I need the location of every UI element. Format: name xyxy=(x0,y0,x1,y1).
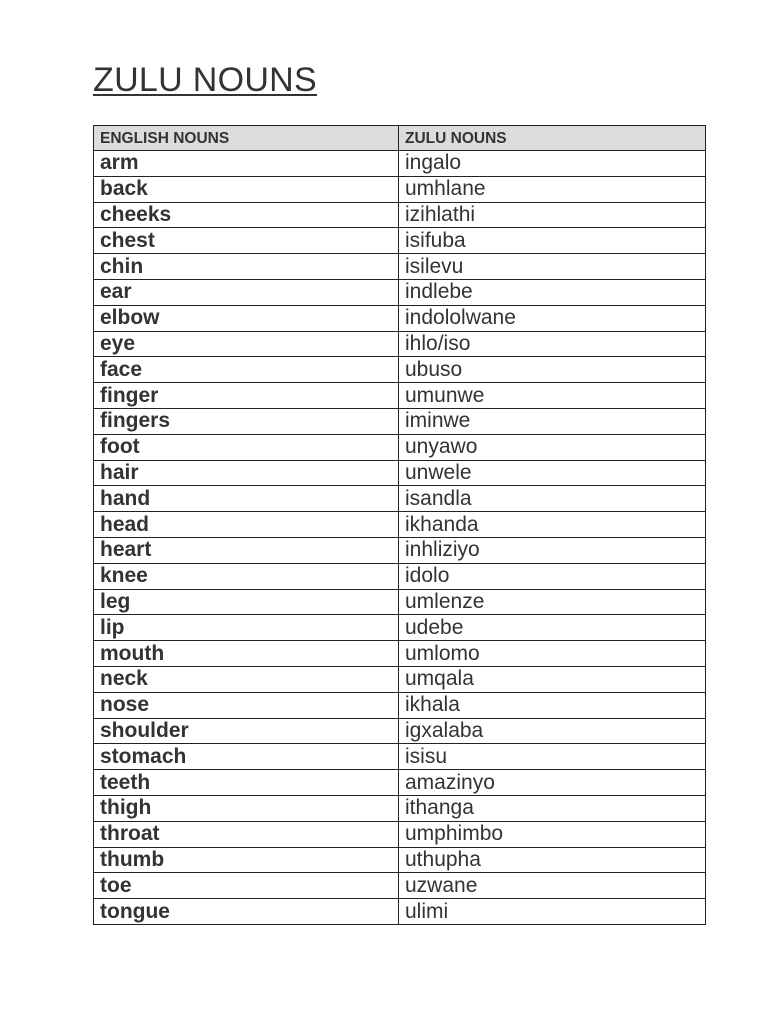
zulu-noun-cell: igxalaba xyxy=(399,718,706,744)
english-noun-cell: lip xyxy=(94,615,399,641)
zulu-noun-cell: ikhanda xyxy=(399,512,706,538)
table-row xyxy=(94,589,706,615)
english-noun-cell: head xyxy=(94,512,399,538)
table-row xyxy=(94,718,706,744)
zulu-noun-cell: umunwe xyxy=(399,383,706,409)
table-row xyxy=(94,795,706,821)
zulu-noun-cell: umhlane xyxy=(399,176,706,202)
zulu-noun-cell: idolo xyxy=(399,563,706,589)
zulu-noun-cell: indlebe xyxy=(399,279,706,305)
table-row xyxy=(94,486,706,512)
english-noun-cell: foot xyxy=(94,434,399,460)
table-row xyxy=(94,151,706,177)
table-row xyxy=(94,847,706,873)
table-row xyxy=(94,176,706,202)
english-noun-cell: finger xyxy=(94,383,399,409)
table-row xyxy=(94,666,706,692)
english-noun-cell: nose xyxy=(94,692,399,718)
zulu-noun-cell: iminwe xyxy=(399,408,706,434)
table-row xyxy=(94,408,706,434)
zulu-noun-cell: ubuso xyxy=(399,357,706,383)
english-noun-cell: neck xyxy=(94,666,399,692)
english-noun-cell: cheeks xyxy=(94,202,399,228)
table-row xyxy=(94,383,706,409)
english-noun-cell: eye xyxy=(94,331,399,357)
zulu-noun-cell: isandla xyxy=(399,486,706,512)
table-row xyxy=(94,615,706,641)
zulu-noun-cell: isisu xyxy=(399,744,706,770)
english-noun-cell: shoulder xyxy=(94,718,399,744)
english-noun-cell: hand xyxy=(94,486,399,512)
zulu-noun-cell: amazinyo xyxy=(399,770,706,796)
english-noun-cell: chest xyxy=(94,228,399,254)
english-noun-cell: thigh xyxy=(94,795,399,821)
english-noun-cell: chin xyxy=(94,254,399,280)
english-noun-cell: mouth xyxy=(94,641,399,667)
table-row xyxy=(94,254,706,280)
column-header-english: ENGLISH NOUNS xyxy=(94,126,399,151)
zulu-noun-cell: ikhala xyxy=(399,692,706,718)
english-noun-cell: arm xyxy=(94,151,399,177)
zulu-noun-cell: unwele xyxy=(399,460,706,486)
zulu-noun-cell: ingalo xyxy=(399,151,706,177)
english-noun-cell: leg xyxy=(94,589,399,615)
zulu-noun-cell: umlomo xyxy=(399,641,706,667)
table-row xyxy=(94,357,706,383)
table-row xyxy=(94,460,706,486)
table-row xyxy=(94,279,706,305)
table-row xyxy=(94,228,706,254)
table-row xyxy=(94,821,706,847)
table-row xyxy=(94,899,706,925)
zulu-noun-cell: umqala xyxy=(399,666,706,692)
zulu-noun-cell: isifuba xyxy=(399,228,706,254)
zulu-noun-cell: indololwane xyxy=(399,305,706,331)
english-noun-cell: heart xyxy=(94,537,399,563)
zulu-noun-cell: ihlo/iso xyxy=(399,331,706,357)
nouns-table xyxy=(93,125,706,925)
english-noun-cell: face xyxy=(94,357,399,383)
table-row xyxy=(94,434,706,460)
english-noun-cell: throat xyxy=(94,821,399,847)
zulu-noun-cell: inhliziyo xyxy=(399,537,706,563)
english-noun-cell: elbow xyxy=(94,305,399,331)
page-title: ZULU NOUNS xyxy=(93,61,318,99)
table-row xyxy=(94,563,706,589)
english-noun-cell: thumb xyxy=(94,847,399,873)
english-noun-cell: hair xyxy=(94,460,399,486)
zulu-noun-cell: udebe xyxy=(399,615,706,641)
table-row xyxy=(94,331,706,357)
table-row xyxy=(94,641,706,667)
zulu-noun-cell: unyawo xyxy=(399,434,706,460)
english-noun-cell: toe xyxy=(94,873,399,899)
english-noun-cell: stomach xyxy=(94,744,399,770)
english-noun-cell: tongue xyxy=(94,899,399,925)
table-row xyxy=(94,873,706,899)
english-noun-cell: back xyxy=(94,176,399,202)
zulu-noun-cell: ithanga xyxy=(399,795,706,821)
zulu-noun-cell: umphimbo xyxy=(399,821,706,847)
zulu-noun-cell: uthupha xyxy=(399,847,706,873)
english-noun-cell: ear xyxy=(94,279,399,305)
zulu-noun-cell: ulimi xyxy=(399,899,706,925)
english-noun-cell: teeth xyxy=(94,770,399,796)
table-row xyxy=(94,744,706,770)
table-row xyxy=(94,692,706,718)
zulu-noun-cell: isilevu xyxy=(399,254,706,280)
column-header-zulu: ZULU NOUNS xyxy=(399,126,706,151)
zulu-noun-cell: izihlathi xyxy=(399,202,706,228)
table-row xyxy=(94,305,706,331)
english-noun-cell: knee xyxy=(94,563,399,589)
table-header-row xyxy=(94,126,706,151)
zulu-noun-cell: umlenze xyxy=(399,589,706,615)
table-body xyxy=(94,151,706,925)
table-row xyxy=(94,202,706,228)
english-noun-cell: fingers xyxy=(94,408,399,434)
table-row xyxy=(94,537,706,563)
table-row xyxy=(94,512,706,538)
zulu-noun-cell: uzwane xyxy=(399,873,706,899)
table-row xyxy=(94,770,706,796)
